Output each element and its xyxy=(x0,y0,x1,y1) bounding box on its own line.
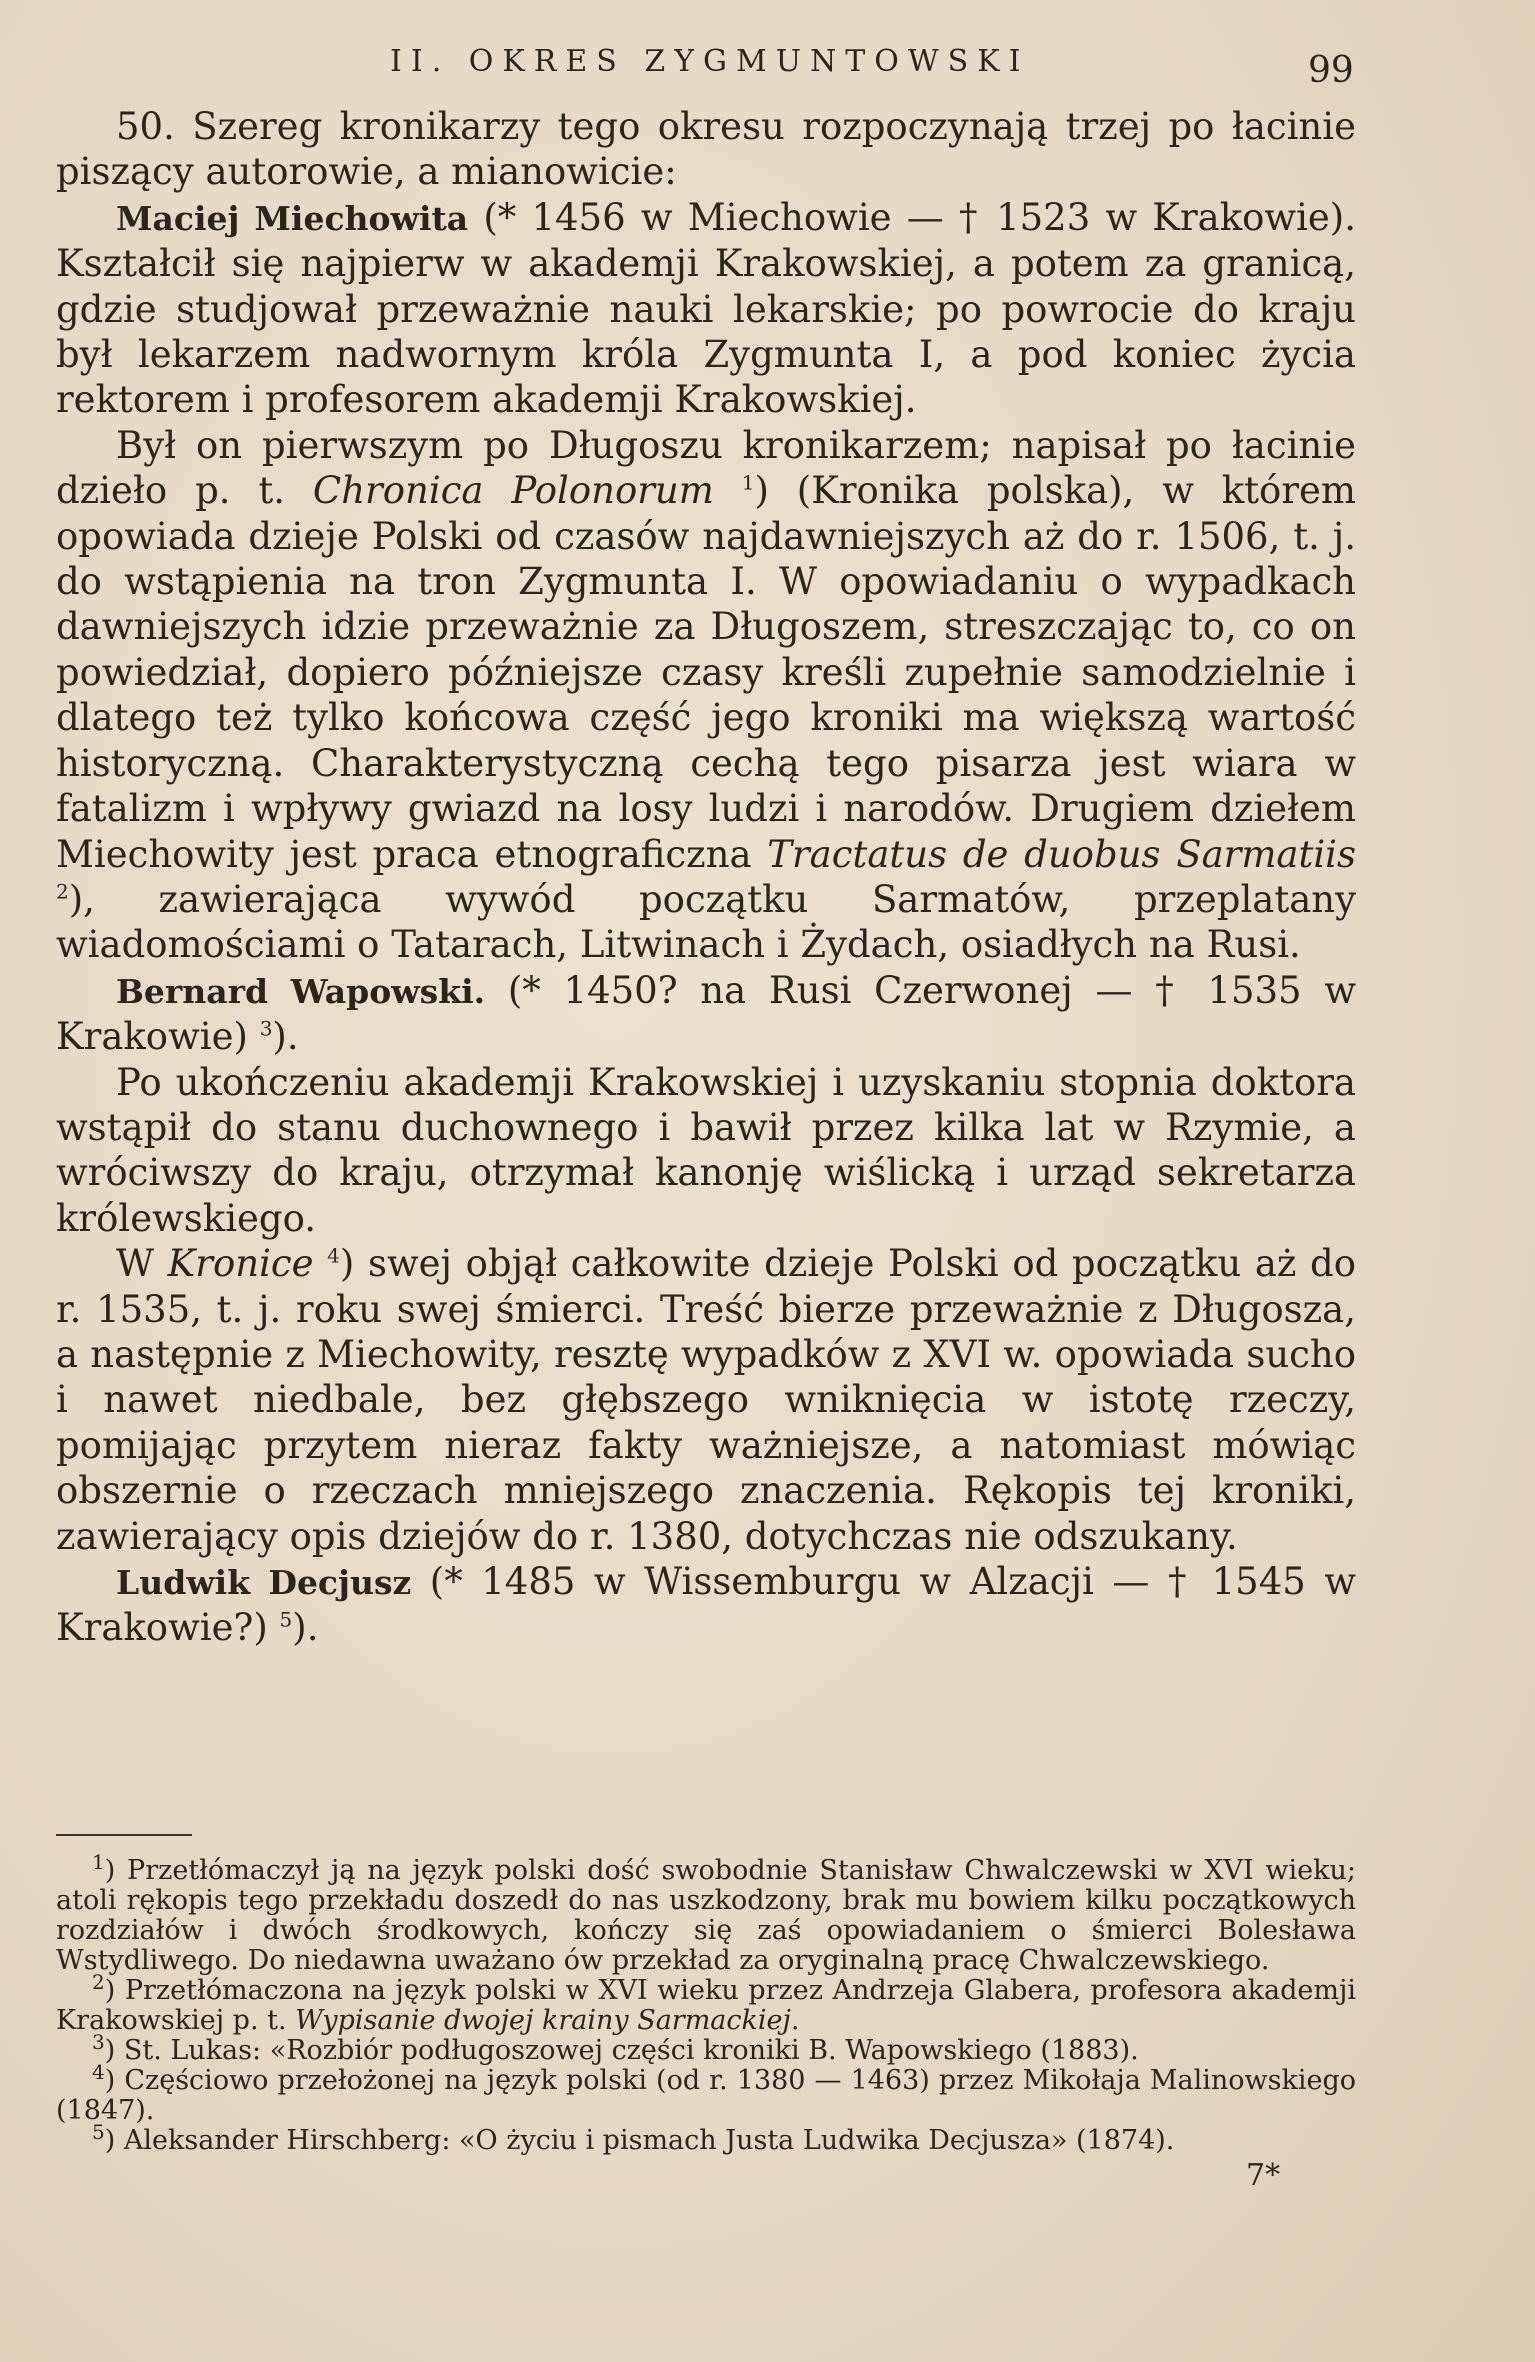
author-dates: (* 1456 w Miechowie — † 1523 w Krakowie). xyxy=(468,195,1356,239)
section-number: 50. xyxy=(116,105,175,148)
author-name: Bernard Wapowski. xyxy=(116,971,486,1011)
miechowita-heading xyxy=(56,195,1356,423)
paragraph-text: swej objął całkowite dzieje Polski od początku aż do r. 1535, t. j. roku swej śmierci. Treść bierze przeważnie z Długosza, a następnie z Miechowity, resztę wypadków z XVI w. opowiada sucho i nawet niedbale, bez głębszego wniknięcia w istotę rzeczy, pomijając przytem nieraz fakty ważniejsze, a natomiast mówiąc obszernie o rzeczach mniejszego znaczenia. Rękopis tej kroniki, zawierający opis dziejów do r. 1380, dotychczas nie odszukany. xyxy=(56,1242,1357,1558)
footnote-mark: 1 xyxy=(92,1850,105,1874)
running-head: II. OKRES ZYGMUNTOWSKI xyxy=(390,44,1030,79)
wapowski-paragraph xyxy=(56,1060,1356,1242)
author-dates: (* 1450? na Rusi Czerwonej — † 1535 w Krakowie) xyxy=(56,968,1356,1059)
footnote-2: $^2$) Przetłómaczona na język polski w XVI wieku przez Andrzeja Glabera, profesora akademji Krakowskiej p. t. Wypisanie dwojej krainy Sarmackiej. xyxy=(56,1970,1356,2036)
paragraph-text: W xyxy=(116,1242,168,1286)
miechowita-paragraph: Był on pierwszym po Długoszu kronikarzem; napisał po łacinie dzieło p. t. Chronica Polonorum $^1$) (Kronika polska), w którem opowiada dzieje Polski od czasów najdawniejszych aż do r. 1506, t. j. do wstąpienia na tron Zygmunta I. W opowiadaniu o wypadkach dawniejszych idzie przeważnie za Długoszem, streszczając to, co on powiedział, dopiero późniejsze czasy kreśli zupełnie samodzielnie i dlatego też tylko końcowa część jego kroniki ma większą wartość historyczną. Charakterystyczną cechą tego pisarza jest wiara w fatalizm i wpływy gwiazd na losy ludzi i narodów. Drugiem dziełem Miechowity jest praca etnograficzna Tractatus de duobus Sarmatiis $^2$), zawierająca wywód początku Sarmatów, przeplatany wiadomościami o Tatarach, Litwinach i Żydach, osiadłych na Rusi. xyxy=(56,423,1356,967)
decjusz-heading: Ludwik Decjusz (* 1485 w Wissemburgu w Alzacji — † 1545 w Krakowie?) $^5$). xyxy=(56,1560,1356,1650)
footnote-mark: 2 xyxy=(92,1970,105,1994)
footnote-text: Przetłómaczona na język polski w XVI wieku przez Andrzeja Glabera, profesora akademji Krakowskiej p. t. xyxy=(56,1975,1356,2036)
footnote-1: $^1$) Przetłómaczył ją na język polski dość swobodnie Stanisław Chwalczewski w XVI wieku; atoli rękopis tego przekładu doszedł do nas uszkodzony, brak mu bowiem kilku początkowych rozdziałów i dwóch środkowych, kończy się zaś opowiadaniem o śmierci Bolesława Wstydliwego. Do niedawna uważano ów przekład za oryginalną pracę Chwalczewskiego. xyxy=(56,1850,1356,1976)
intro-text: Szereg kronikarzy tego okresu rozpoczynają trzej po łacinie piszący autorowie, a mianowicie: xyxy=(56,105,1356,194)
paragraph-text: (Kronika polska), w którem opowiada dzieje Polski od czasów najdawniejszych aż do r. 1506, t. j. do wstąpienia na tron Zygmunta I. W opowiadaniu o wypadkach dawniejszych idzie przeważnie za Długoszem, streszczając to, co on powiedział, dopiero późniejsze czasy kreśli zupełnie samodzielnie i dlatego też tylko końcowa część jego kroniki ma większą wartość historyczną. Charakterystyczną cechą tego pisarza jest wiara w fatalizm i wpływy gwiazd na losy ludzi i narodów. Drugiem dziełem Miechowity jest praca etnograficzna xyxy=(56,469,1356,876)
footnote-divider xyxy=(56,1834,192,1836)
page-number: 99 xyxy=(1308,50,1354,91)
author-dates: (* 1485 w Wissemburgu w Alzacji — † 1545 w Krakowie?) xyxy=(56,1560,1356,1650)
work-title: Wypisanie dwojej krainy Sarmackiej xyxy=(295,2005,791,2036)
paragraph-text: Kształcił się najpierw w akademji Krakowskiej, a potem za granicą, gdzie studjował przeważnie nauki lekarskie; po powrocie do kraju był lekarzem nadwornym króla Zygmunta I, a pod koniec życia rektorem i profesorem akademji Krakowskiej. xyxy=(56,242,1356,422)
footnote-ref: 2 xyxy=(56,879,69,904)
footnote-ref: 4 xyxy=(327,1243,340,1268)
work-title: Kronice xyxy=(167,1242,314,1286)
punctuation: . xyxy=(306,1606,319,1650)
footnote-ref: 5 xyxy=(279,1608,293,1633)
footnote-3: $^3$) St. Lukas: «Rozbiór podługoszowej części kroniki B. Wapowskiego (1883). xyxy=(92,2030,1139,2066)
footnote-text: St. Lukas: «Rozbiór podługoszowej części kroniki B. Wapowskiego (1883). xyxy=(115,2035,1139,2066)
work-title: Chronica Polonorum xyxy=(312,469,714,513)
footnote-text: Aleksander Hirschberg: «O życiu i pismach Justa Ludwika Decjusza» (1874). xyxy=(115,2125,1175,2156)
footnote-text: Przetłómaczył ją na język polski dość swobodnie Stanisław Chwalczewski w XVI wieku; atoli rękopis tego przekładu doszedł do nas uszkodzony, brak mu bowiem kilku początkowych rozdziałów i dwóch środkowych, kończy się zaś opowiadaniem o śmierci Bolesława Wstydliwego. Do niedawna uważano ów przekład za oryginalną pracę Chwalczewskiego. xyxy=(56,1855,1356,1976)
wapowski-paragraph-2: W Kronice $^4$) swej objął całkowite dzieje Polski od początku aż do r. 1535, t. j. roku swej śmierci. Treść bierze przeważnie z Długosza, a następnie z Miechowity, resztę wypadków z XVI w. opowiada sucho i nawet niedbale, bez głębszego wniknięcia w istotę rzeczy, pomijając przytem nieraz fakty ważniejsze, a natomiast mówiąc obszernie o rzeczach mniejszego znaczenia. Rękopis tej kroniki, zawierający opis dziejów do r. 1380, dotychczas nie odszukany. xyxy=(56,1242,1357,1558)
footnote-mark: 3 xyxy=(92,2030,105,2054)
paragraph-text: Po ukończeniu akademji Krakowskiej i uzyskaniu stopnia doktora wstąpił do stanu duchownego i bawił przez kilka lat w Rzymie, a wróciwszy do kraju, otrzymał kanonję wiślicką i urząd sekretarza królewskiego. xyxy=(56,1060,1356,1240)
footnotes xyxy=(56,1850,1356,2156)
author-name: Maciej Miechowita xyxy=(116,198,469,238)
punctuation: . xyxy=(286,1015,299,1059)
wapowski-heading: Bernard Wapowski. (* 1450? na Rusi Czerwonej — † 1535 w Krakowie) $^3$). xyxy=(56,968,1356,1059)
paragraph-text: Był on pierwszym po Długoszu kronikarzem; napisał po łacinie dzieło p. t. xyxy=(56,423,1356,513)
main-text xyxy=(56,104,1356,1651)
footnote-mark: 4 xyxy=(92,2060,105,2084)
section-intro xyxy=(56,104,1356,195)
punctuation: . xyxy=(790,2005,800,2036)
printer-signature-mark: 7* xyxy=(1246,2158,1281,2193)
footnote-ref: 1 xyxy=(741,470,755,495)
footnote-ref: 3 xyxy=(259,1016,273,1041)
work-title: Tractatus de duobus Sarmatiis xyxy=(767,832,1356,876)
footnote-mark: 5 xyxy=(92,2120,105,2144)
footnote-4: $^4$) Częściowo przełożonej na język polski (od r. 1380 — 1463) przez Mikołaja Malinowskiego (1847). xyxy=(56,2060,1356,2126)
page-header xyxy=(0,44,1535,94)
footnote-text: Częściowo przełożonej na język polski (od r. 1380 — 1463) przez Mikołaja Malinowskiego (1847). xyxy=(56,2065,1356,2126)
author-name: Ludwik Decjusz xyxy=(116,1563,412,1602)
paragraph-text: , zawierająca wywód początku Sarmatów, przeplatany wiadomościami o Tatarach, Litwinach i Żydach, osiadłych na Rusi. xyxy=(56,877,1356,967)
footnote-5: $^5$) Aleksander Hirschberg: «O życiu i pismach Justa Ludwika Decjusza» (1874). xyxy=(92,2120,1175,2156)
